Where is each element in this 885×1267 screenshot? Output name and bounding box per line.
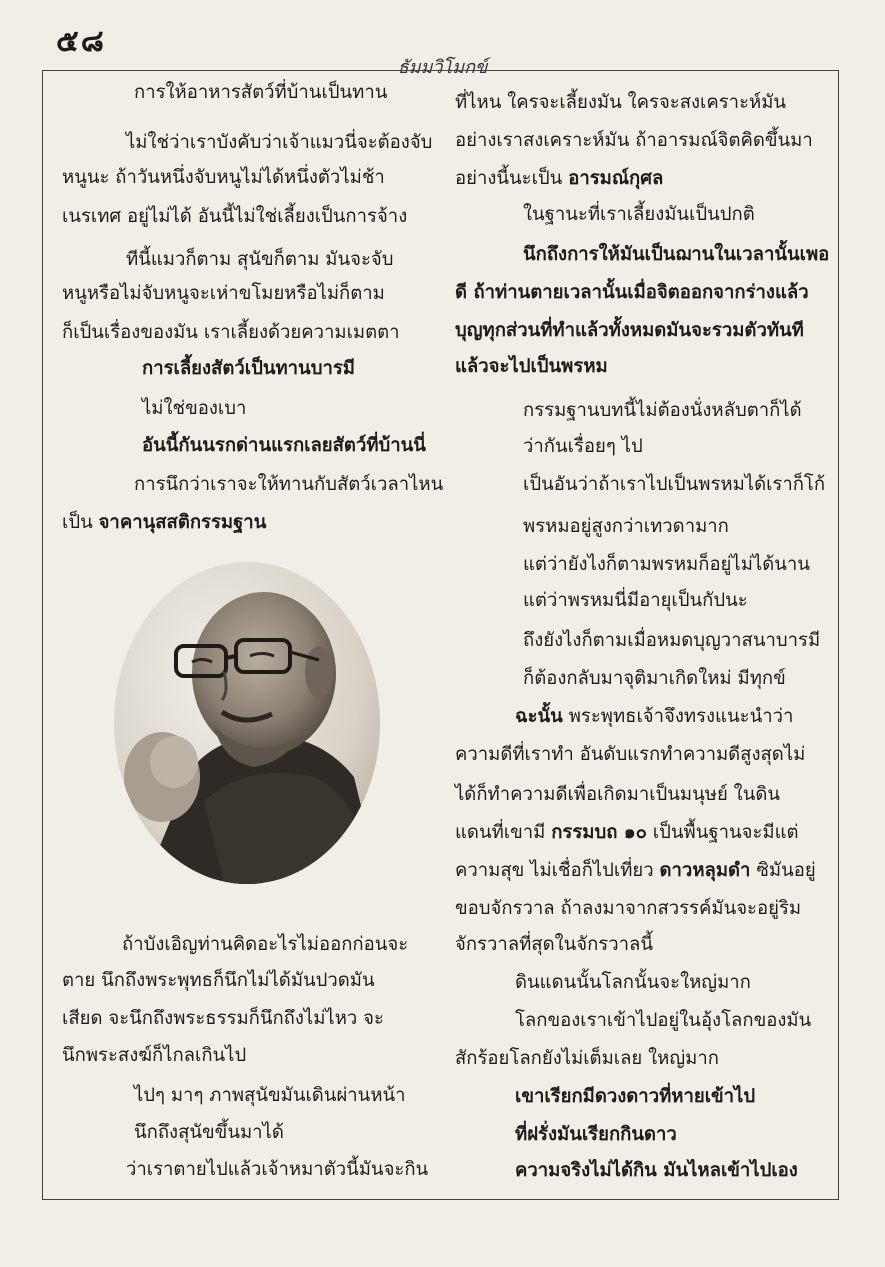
bold-term: กรรมบถ ๑๐	[551, 822, 647, 843]
text-line	[455, 164, 663, 194]
text-line	[455, 818, 799, 848]
text-line: ไปๆ มาๆ ภาพสุนัขมันเดินผ่านหน้า	[134, 1085, 406, 1106]
text-line: พรหมอยู่สูงกว่าเทวดามาก	[523, 516, 729, 537]
text-line	[515, 702, 793, 732]
text-line: โลกของเราเข้าไปอยู่ในอุ้งโลกของมัน	[515, 1010, 812, 1031]
text-line: ว่าเราตายไปแล้วเจ้าหมาตัวนี้มันจะกิน	[126, 1159, 429, 1180]
text-line: ความจริงไม่ได้กิน มันไหลเข้าไปเอง	[515, 1160, 798, 1181]
text-line: ได้ก็ทำความดีเพื่อเกิดมาเป็นมนุษย์ ในดิน	[455, 784, 781, 805]
text-line: เสียด จะนึกถึงพระธรรมก็นึกถึงไม่ไหว จะ	[62, 1008, 384, 1029]
text-line: ความดีที่เราทำ อันดับแรกทำความดีสูงสุดไม่	[455, 744, 806, 765]
text-line: ไม่ใช่ของเบา	[142, 398, 247, 419]
text-line: นึกถึงการให้มันเป็นฌานในเวลานั้นเพอ	[523, 244, 830, 265]
text-line: ไม่ใช่ว่าเราบังคับว่าเจ้าแมวนี่จะต้องจับ	[126, 132, 433, 153]
text-line	[455, 856, 816, 886]
text-line: หนูนะ ถ้าวันหนึ่งจับหนูไม่ได้หนึ่งตัวไม่ช้า	[62, 167, 385, 188]
text-span: เป็นพื้นฐานจะมีแต่	[646, 822, 799, 843]
text-line: ถึงยังไงก็ตามเมื่อหมดบุญวาสนาบารมี	[523, 630, 821, 651]
text-line: ขอบจักรวาล ถ้าลงมาจากสวรรค์มันจะอยู่ริม	[455, 898, 802, 919]
text-line: นึกถึงสุนัขขึ้นมาได้	[134, 1122, 284, 1143]
text-span: ความสุข ไม่เชื่อก็ไปเที่ยว	[455, 860, 660, 881]
bold-term: จาคานุสสติกรรมฐาน	[98, 512, 267, 533]
bold-term: อารมณ์กุศล	[568, 168, 664, 189]
text-span: เป็น	[62, 512, 99, 533]
text-line: อันนี้กันนรกด่านแรกเลยสัตว์ที่บ้านนี่	[142, 435, 426, 456]
text-line: ที่ฝรั่งมันเรียกกินดาว	[515, 1124, 677, 1145]
text-line: ก็เป็นเรื่องของมัน เราเลี้ยงด้วยความเมตตา	[62, 322, 400, 343]
page-number: ๕๘	[56, 24, 106, 59]
text-line: อย่างเราสงเคราะห์มัน ถ้าอารมณ์จิตคิดขึ้นมา	[455, 130, 813, 151]
text-line: ตาย นึกถึงพระพุทธก็นึกไม่ได้มันปวดมัน	[62, 970, 375, 991]
text-line: ที่ไหน ใครจะเลี้ยงมัน ใครจะสงเคราะห์มัน	[455, 92, 787, 113]
running-header: ธัมมวิโมกข์	[397, 57, 488, 78]
text-line: แต่ว่าพรหมนี่มีอายุเป็นกัปนะ	[523, 590, 748, 611]
text-line: การให้อาหารสัตว์ที่บ้านเป็นทาน	[134, 82, 388, 103]
text-line	[62, 508, 266, 538]
text-line: แต่ว่ายังไงก็ตามพรหมก็อยู่ไม่ได้นาน	[523, 554, 810, 575]
text-line: แล้วจะไปเป็นพรหม	[455, 356, 608, 377]
bold-term: ฉะนั้น	[515, 706, 563, 727]
text-line: นึกพระสงฆ์ก็ไกลเกินไป	[62, 1045, 247, 1066]
text-span: อย่างนี้นะเป็น	[455, 168, 569, 189]
text-line: ถ้าบังเอิญท่านคิดอะไรไม่ออกก่อนจะ	[122, 934, 409, 955]
text-line: ทีนี้แมวก็ตาม สุนัขก็ตาม มันจะจับ	[126, 249, 394, 270]
text-line: เนรเทศ อยู่ไม่ได้ อันนี้ไม่ใช่เลี้ยงเป็นการจ้าง	[62, 206, 408, 227]
text-line: ดินแดนนั้นโลกนั้นจะใหญ่มาก	[515, 972, 751, 993]
text-line: ก็ต้องกลับมาจุติมาเกิดใหม่ มีทุกข์	[523, 668, 786, 689]
monk-portrait-photo	[114, 562, 380, 884]
text-line: หนูหรือไม่จับหนูจะเห่าขโมยหรือไม่ก็ตาม	[62, 283, 385, 304]
text-line: บุญทุกส่วนที่ทำแล้วทั้งหมดมันจะรวมตัวทันที	[455, 320, 804, 341]
text-line: การนึกว่าเราจะให้ทานกับสัตว์เวลาไหน	[134, 474, 444, 495]
text-line: ในฐานะที่เราเลี้ยงมันเป็นปกติ	[523, 204, 755, 225]
text-span: พระพุทธเจ้าจึงทรงแนะนำว่า	[562, 706, 794, 727]
text-line: เขาเรียกมีดวงดาวที่หายเข้าไป	[515, 1086, 756, 1107]
text-span: ซิมันอยู่	[750, 860, 816, 881]
portrait-illustration	[114, 562, 380, 884]
text-line: ว่ากันเรื่อยๆ ไป	[523, 436, 643, 457]
text-line: เป็นอันว่าถ้าเราไปเป็นพรหมได้เราก็โก้	[523, 474, 826, 495]
text-line: ดี ถ้าท่านตายเวลานั้นเมื่อจิตออกจากร่างแล้ว	[455, 282, 809, 303]
text-line: กรรมฐานบทนี้ไม่ต้องนั่งหลับตาก็ได้	[523, 400, 802, 421]
bold-term: ดาวหลุมดำ	[659, 860, 751, 881]
text-line: จักรวาลที่สุดในจักรวาลนี้	[455, 934, 654, 955]
text-line: สักร้อยโลกยังไม่เต็มเลย ใหญ่มาก	[455, 1048, 719, 1069]
text-span: แดนที่เขามี	[455, 822, 552, 843]
text-line: การเลี้ยงสัตว์เป็นทานบารมี	[142, 358, 355, 379]
